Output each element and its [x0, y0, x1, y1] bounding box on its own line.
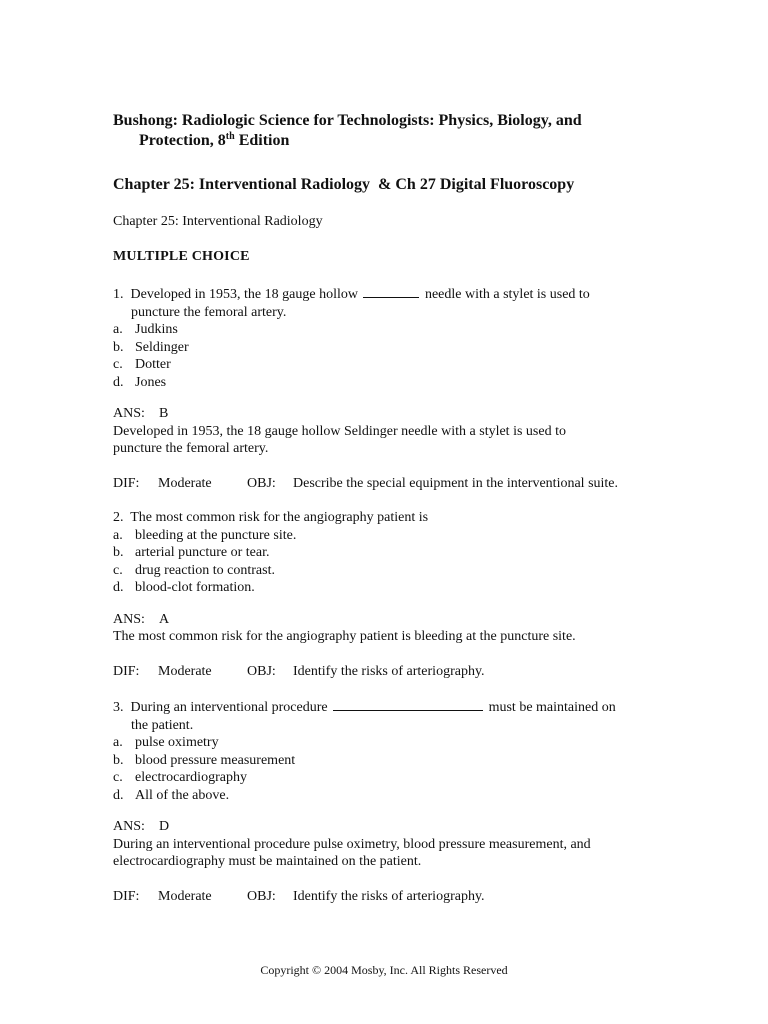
choice-d: [113, 787, 653, 805]
answer-value: A: [159, 611, 170, 627]
question-stem-continued: the patient.: [131, 717, 194, 733]
explanation-line: Developed in 1953, the 18 gauge hollow Seldinger needle with a stylet is used to: [113, 423, 566, 439]
choice-text: bleeding at the puncture site.: [135, 527, 297, 543]
difficulty-label: DIF:: [113, 888, 140, 904]
choice-letter: a.: [113, 527, 123, 543]
choice-text: blood-clot formation.: [135, 580, 255, 595]
difficulty-label: DIF:: [113, 475, 140, 491]
answer-blank: [363, 285, 419, 298]
question-stem-text: The most common risk for the angiography patient is: [130, 510, 429, 525]
answer-value: B: [159, 406, 169, 421]
objective-label: OBJ:: [247, 475, 276, 491]
question-3: [113, 698, 653, 905]
choice-letter: b.: [113, 545, 124, 560]
choice-letter: a.: [113, 322, 123, 337]
choice-d: [113, 579, 653, 597]
choice-c: [113, 356, 653, 374]
objective-text: Identify the risks of arteriography.: [293, 663, 485, 679]
choice-a: [113, 527, 653, 545]
explanation-line: During an interventional procedure pulse oximetry, blood pressure measurement, and: [113, 836, 591, 852]
answer-label: ANS:: [113, 611, 145, 627]
answer-label: ANS:: [113, 819, 145, 834]
answer-explanation: [113, 836, 653, 871]
question-number: 1.: [113, 287, 124, 302]
chapter-subheading: Chapter 25: Interventional Radiology: [113, 214, 323, 229]
objective-text: Identify the risks of arteriography.: [293, 888, 485, 904]
choice-text: Judkins: [135, 322, 178, 337]
choice-letter: d.: [113, 787, 124, 803]
objective-text: Describe the special equipment in the interventional suite.: [293, 475, 619, 491]
edition-superscript: th: [225, 131, 235, 142]
question-number: 3.: [113, 700, 124, 715]
answer-explanation: [113, 628, 653, 646]
explanation-line: puncture the femoral artery.: [113, 441, 269, 456]
answer-line: [113, 405, 653, 423]
choice-letter: b.: [113, 752, 124, 768]
chapter-heading: Chapter 25: Interventional Radiology & Ch 27 Digital Fluoroscopy: [113, 176, 575, 193]
choice-text: All of the above.: [135, 787, 230, 803]
choice-list: [113, 734, 653, 804]
answer-explanation: [113, 423, 653, 458]
choice-text: pulse oximetry: [135, 735, 219, 750]
difficulty-value: Moderate: [158, 888, 212, 904]
question-stem-before: Developed in 1953, the 18 gauge hollow: [130, 287, 358, 302]
difficulty-objective-line: [113, 663, 653, 681]
choice-b: [113, 752, 653, 770]
question-2: [113, 509, 653, 680]
book-title-line2-suffix: Edition: [234, 132, 290, 149]
choice-letter: d.: [113, 580, 124, 595]
answer-blank: [333, 698, 483, 711]
choice-text: electrocardiography: [135, 770, 247, 785]
choice-c: [113, 562, 653, 580]
choice-text: blood pressure measurement: [135, 752, 296, 768]
question-stem: [113, 698, 653, 734]
choice-d: [113, 374, 653, 392]
question-1: [113, 285, 653, 492]
difficulty-label: DIF:: [113, 663, 140, 679]
question-number: 2.: [113, 510, 124, 525]
choice-a: [113, 734, 653, 752]
choice-text: Dotter: [135, 357, 171, 372]
difficulty-value: Moderate: [158, 475, 212, 491]
book-title-line1: Bushong: Radiologic Science for Technologists: Physics, Biology, and: [113, 112, 582, 129]
copyright-footer: Copyright © 2004 Mosby, Inc. All Rights Reserved: [260, 963, 508, 977]
question-stem: [113, 509, 653, 527]
answer-line: [113, 818, 653, 836]
choice-letter: c.: [113, 770, 123, 785]
question-stem-after: needle with a stylet is used to: [424, 287, 590, 302]
book-title: [113, 111, 673, 151]
question-stem-before: During an interventional procedure: [130, 700, 328, 715]
difficulty-objective-line: [113, 475, 653, 493]
choice-letter: b.: [113, 339, 124, 355]
question-stem-continued: puncture the femoral artery.: [131, 304, 287, 320]
choice-text: Seldinger: [135, 339, 189, 355]
answer-label: ANS:: [113, 406, 145, 421]
choice-text: arterial puncture or tear.: [135, 545, 270, 560]
choice-b: [113, 339, 653, 357]
choice-b: [113, 544, 653, 562]
choice-c: [113, 769, 653, 787]
choice-letter: d.: [113, 374, 124, 390]
section-heading: MULTIPLE CHOICE: [113, 249, 250, 264]
choice-text: drug reaction to contrast.: [135, 562, 275, 578]
question-stem-after: must be maintained on: [488, 700, 616, 715]
objective-label: OBJ:: [247, 663, 276, 679]
objective-label: OBJ:: [247, 888, 276, 904]
book-title-line2-prefix: Protection, 8: [139, 132, 226, 149]
choice-a: [113, 321, 653, 339]
answer-value: D: [159, 819, 170, 834]
choice-text: Jones: [135, 374, 167, 390]
choice-letter: a.: [113, 735, 123, 750]
choice-letter: c.: [113, 357, 123, 372]
question-stem: [113, 285, 653, 321]
explanation-line: electrocardiography must be maintained on the patient.: [113, 854, 422, 869]
answer-line: [113, 611, 653, 629]
choice-list: [113, 527, 653, 597]
difficulty-objective-line: [113, 888, 653, 906]
difficulty-value: Moderate: [158, 663, 212, 679]
choice-list: [113, 321, 653, 391]
choice-letter: c.: [113, 562, 123, 578]
explanation-line: The most common risk for the angiography patient is bleeding at the puncture site.: [113, 629, 576, 644]
book-title-line2: [113, 132, 289, 149]
